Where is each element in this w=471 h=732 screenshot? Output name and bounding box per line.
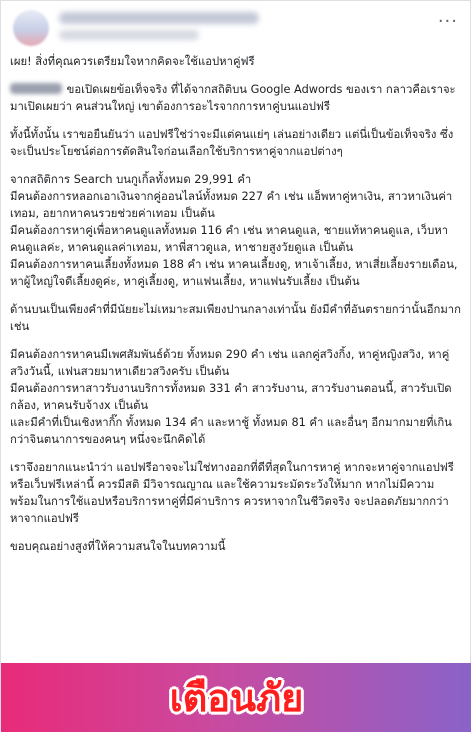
post-paragraph-disclaimer: ทั้งนี้ทั้งนั้น เราขอยืนยันว่า แอปฟรีใช่ว่าจะมีแต่คนแย่ๆ เล่นอย่างเดียว แต่นี่เป็นข้อเท็จจริง ซึ่งจะเป็นประโยชน์ต่อการตัดสินใจก่อนเลือกใช้บริการหาคู่จากแอปต่างๆ [10,128,454,158]
post-paragraph-stats-2 [10,346,462,448]
redacted-brand [10,83,62,94]
stats-line: มีคนต้องการหลอกเอาเงินจากคู่ออนไลน์ทั้งหมด 227 คำ เช่น แอ็พหาคู่หาเงิน, สาวหาเงินค่าเทอม, อยากหาคนรวยช่วยค่าเทอม เป็นต้น [10,190,453,220]
post-paragraph-intro-text: ขอเปิดเผยข้อเท็จจริง ที่ได้จากสถิติบน Google Adwords ของเรา กลาวคือเราจะมาเปิดเผยว่า คนส่วนใหญ่ เขาต้องการอะไรจากการหาคู่บนแอปฟรี [10,83,456,113]
post-meta-redacted [59,30,199,40]
author-name-redacted[interactable] [59,12,259,24]
post-paragraph-intro [10,81,462,115]
more-options-icon[interactable]: ··· [437,11,458,32]
post-headline: เผย! สิ่งที่คุณควรเตรียมใจหากคิดจะใช้แอปหาคู่ฟรี [10,55,255,68]
post-body [1,53,471,566]
avatar[interactable] [13,10,49,46]
warning-banner-image[interactable] [1,663,471,732]
stats-line: จากสถิติการ Search บนกูเกิ้ลทั้งหมด 29,991 คำ [10,173,252,186]
stats-line: มีคนต้องการหาคนเลี้ยงทั้งหมด 188 คำ เช่น หาคนเลี้ยงดู, หาเจ้าเลี้ยง, หาเสี่ยเลี้ยงรายเดือน, หาผู้ใหญ่ใจดีเลี้ยงดูค่ะ, หาคู่เลี้ยงดู, หาแฟนเลี้ยง, หาแฟนรับเลี้ยง เป็นต้น [10,258,458,288]
stats-line: มีคนต้องการหาคู่เพื่อหาคนดูแลทั้งหมด 116 คำ เช่น หาคนดูแล, ชายแท้หาคนดูแล, เว็บหาคนดูแลค่ะ, หาคนดูแลค่าเทอม, หาพี่สาวดูแล, หาชายสูงวัยดูแล เป็นต้น [10,224,449,254]
post-paragraph-warning: ด้านบนเป็นเพียงคำที่มีนัยยะไม่เหมาะสมเพียงปานกลางเท่านั้น ยังมีคำที่อันตรายกว่านั้นอีกมาก เช่น [10,303,461,333]
post-paragraph-stats [10,171,462,290]
post-paragraph-thanks: ขอบคุณอย่างสูงที่ให้ความสนใจในบทความนี้ [10,540,226,553]
stats-line: และมีคำที่เป็นเชิงหากิ๊ก ทั้งหมด 134 คำ และหาชู้ ทั้งหมด 81 คำ และอื่นๆ อีกมากมายที่เกินกว่าจินตนาการของคนๆ หนึ่งจะนึกคิดได้ [10,416,452,446]
warning-banner-text: เตือนภัย [169,676,304,720]
stats-line: มีคนต้องการหาคนมีเพศสัมพันธ์ด้วย ทั้งหมด 290 คำ เช่น แลกคู่สวิงกิ้ง, หาคู่หญิงสวิง, หาคู่สวิงวันนี้, แฟนสวยมาหาเดียวสวิงครับ เป็นต้น [10,348,450,378]
post-paragraph-advice: เราจึงอยากแนะนำว่า แอปฟรีอาจจะไม่ใช่ทางออกที่ดีที่สุดในการหาคู่ หากจะหาคู่จากแอปฟรี หรือเว็บฟรีเหล่านี้ ควรมีสติ มีวิจารณญาณ และใช้ความระมัดระวังให้มาก หากไม่มีความพร้อมในการใช้แอปหรือบริการหาคู่ที่มีค่าบริการ ควรหาจากในชีวิตจริง จะปลอดภัยมากกว่าหาจากแอปฟรี [10,461,454,525]
stats-line: มีคนต้องการหาสาวรับงานบริการทั้งหมด 331 คำ สาวรับงาน, สาวรับงานตอนนี้, สาวรับเปิดกล้อง, หาคนรับจ้างx เป็นต้น [10,382,452,412]
post-header [1,1,471,49]
